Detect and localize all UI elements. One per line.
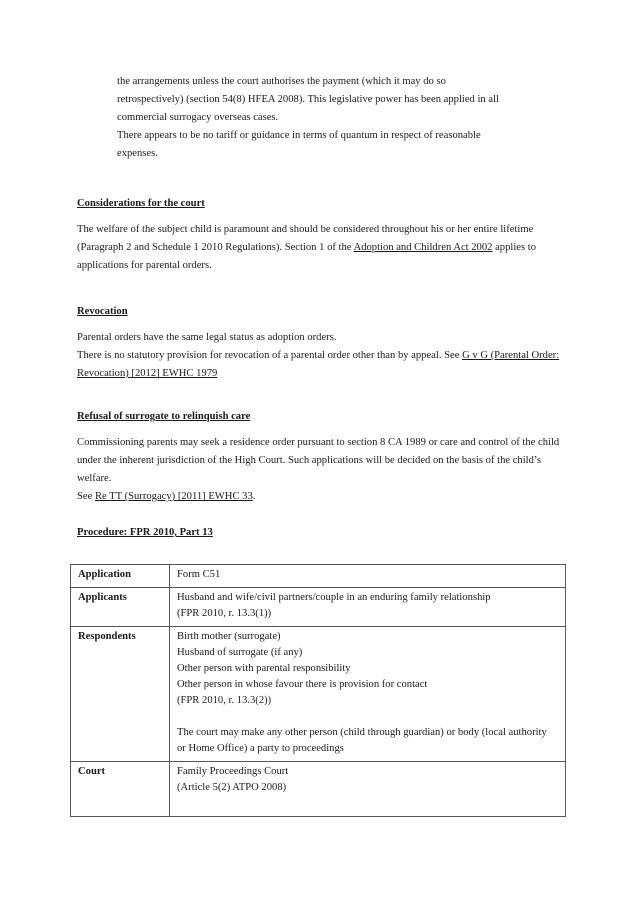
value-line: Other person with parental responsibility xyxy=(177,663,351,674)
intro-line: There appears to be no tariff or guidance in terms of quantum in respect of reasonable xyxy=(117,130,481,141)
intro-line: commercial surrogacy overseas cases. xyxy=(117,112,279,123)
revocation-line1: Parental orders have the same legal status as adoption orders. xyxy=(77,332,337,343)
adoption-act-link[interactable]: Adoption and Children Act 2002 xyxy=(353,242,493,253)
value-line: Family Proceedings Court xyxy=(177,766,289,777)
considerations-text-b: applies to applications for parental orders. xyxy=(77,242,536,271)
table-row xyxy=(71,627,566,762)
spacer xyxy=(177,709,558,725)
value-line: (FPR 2010, r. 13.3(1)) xyxy=(177,608,272,619)
row-value xyxy=(170,762,566,817)
considerations-text-a: The welfare of the subject child is paramount and should be considered throughout his or her entire lifetime (Paragraph 2 and Schedule 1 2010 Regulations). Section 1 of the xyxy=(77,224,534,253)
value-line: Husband of surrogate (if any) xyxy=(177,647,303,658)
section-heading: Procedure: FPR 2010, Part 13 xyxy=(77,527,213,538)
see-suffix: . xyxy=(252,491,256,502)
value-line: Birth mother (surrogate) xyxy=(177,631,281,642)
procedure-table xyxy=(70,564,566,817)
refusal-section xyxy=(77,410,567,506)
row-value xyxy=(170,588,566,627)
intro-paragraph xyxy=(117,73,587,163)
table-row xyxy=(71,588,566,627)
g-v-g-link[interactable]: G v G (Parental Order: Revocation) [2012] EWHC 1979 xyxy=(77,350,560,379)
value-line: (FPR 2010, r. 13.3(2)) xyxy=(177,695,272,706)
row-label: Application xyxy=(71,565,170,588)
table-row xyxy=(71,762,566,817)
value-line: The court may make any other person (child through guardian) or body (local authority or Home Office) a party to proceedings xyxy=(177,727,547,754)
value-line: Other person in whose favour there is provision for contact xyxy=(177,679,428,690)
considerations-text xyxy=(77,221,567,275)
revocation-text-a: There is no statutory provision for revocation of a parental order other than by appeal. See xyxy=(77,350,463,361)
considerations-section xyxy=(77,197,567,275)
intro-line: expenses. xyxy=(117,148,158,159)
section-heading: Refusal of surrogate to relinquish care xyxy=(77,411,251,422)
re-tt-link[interactable]: Re TT (Surrogacy) [2011] EWHC 33 xyxy=(94,491,253,502)
value-line: (Article 5(2) ATPO 2008) xyxy=(177,782,287,793)
revocation-text xyxy=(77,347,567,383)
see-prefix: See xyxy=(77,491,95,502)
value-line: Husband and wife/civil partners/couple in an enduring family relationship xyxy=(177,592,491,603)
revocation-section xyxy=(77,305,567,383)
row-value xyxy=(170,627,566,762)
section-heading: Revocation xyxy=(77,306,128,317)
row-label: Respondents xyxy=(71,627,170,762)
row-label: Court xyxy=(71,762,170,817)
section-heading: Considerations for the court xyxy=(77,198,205,209)
procedure-section xyxy=(77,526,567,540)
intro-line: retrospectively) (section 54(8) HFEA 2008). This legislative power has been applied in all xyxy=(117,94,499,105)
value-line: Form C51 xyxy=(177,569,221,580)
table-row xyxy=(71,565,566,588)
refusal-text: Commissioning parents may seek a residence order pursuant to section 8 CA 1989 or care and control of the child under the inherent jurisdiction of the High Court. Such applications will be decided on the basis of the child’s welfare. xyxy=(77,437,560,484)
row-value xyxy=(170,565,566,588)
refusal-see xyxy=(77,488,567,506)
row-label: Applicants xyxy=(71,588,170,627)
intro-line: the arrangements unless the court authorises the payment (which it may do so xyxy=(117,76,446,87)
